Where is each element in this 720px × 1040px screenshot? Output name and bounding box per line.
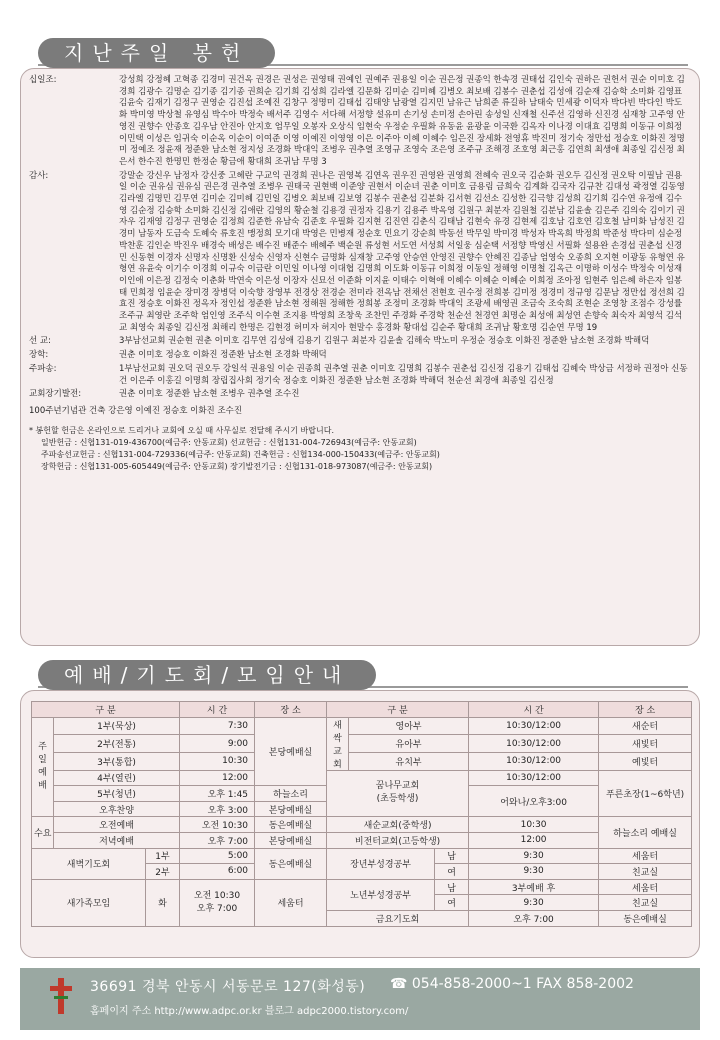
offering-names: 권춘 이미호 정준환 남소현 조병우 권추열 조수진	[119, 389, 300, 400]
offerings-panel	[20, 68, 700, 646]
friday-prayer-name: 금요기도회	[327, 910, 469, 926]
offering-row	[29, 389, 689, 401]
service-time: 오후 7:00	[180, 832, 255, 848]
family-meeting-day: 화	[146, 879, 180, 926]
place-east-hall: 동은예배실	[255, 817, 327, 833]
service-time: 7:30	[180, 717, 255, 735]
seniors-sex: 여	[435, 895, 469, 911]
youth-place: 하늘소리 예배실	[599, 817, 692, 848]
offering-label: 교회장기발전:	[29, 389, 82, 400]
offering-row	[29, 336, 689, 348]
friday-prayer-time: 오후 7:00	[469, 910, 599, 926]
offerings-list	[29, 75, 689, 401]
service-time: 12:00	[180, 770, 255, 786]
service-name: 오후찬양	[54, 801, 180, 817]
service-time: 오후 1:45	[180, 786, 255, 802]
dept-place: 새빛터	[599, 735, 692, 753]
friday-prayer-place: 동은예배실	[599, 910, 692, 926]
offering-label: 감사:	[29, 170, 49, 181]
offering-names: 강성희 강정혜 고혁종 김경미 권건옥 권경은 권성은 권영태 권예인 권예주 권용일 이순 권은정 권종익 한속경 권태섭 김인숙 권하은 권헌서 권순 이미호 김경희 김광수 김명순 김기종 김기종 권희순 김기희 김성희 김라엘 김문화 김미순 김미혜 김병오 최보배 김봉수 권춘섭 김성애 김순재 김승학 소미화 김영표 김윤숙 김재기 김정구 권영순 김진섭 조예진 김창구 정명미 김태섭 김태양 남광열 김지민 남유근 남희준 류길하 남태숙 민세광 이덕자 박다빈 박다인 박도화 박미영 박상철 유영심 박수아 박정숙 배서주 김영수 서다해 서정향 설유미 손기성 손미정 손아린 송성일 신재철 신주선 김영하 신진경 심재창 고주영 안영진 권향수 안종호 김우남 안진아 안지호 엄무일 오봉자 오상식 임현숙 우정순 우필화 유동윤 윤광윤 이국환 김옥자 이나경 이대효 김명희 이동규 이희정 이민택 이성은 임귀숙 이순옥 이순이 이여준 이영 이예진 이영영 이은 이주아 이혜 이혜수 임은진 장세화 전영휴 박진미 정기숙 정만섭 정승호 이화진 정명미 정예조 정윤재 정준환 남소현 정지성 조경화 박대익 조병우 권추열 조영규 조영숙 조은영 조주규 조해경 조호영 최근홍 김연희 최생애 최종일 김신정 최은서 한수진 한명민 한정순 황금애 황대희 조귀남 무명 3	[119, 75, 685, 167]
family-time-pm: 오후 7:00	[196, 903, 238, 914]
dream-school	[327, 770, 469, 817]
dawn-part: 1부	[146, 848, 180, 864]
dream-school-sub: (초등학생)	[376, 794, 419, 805]
family-time-am: 오전 10:30	[193, 890, 241, 901]
bank-notes	[29, 425, 689, 473]
place-haneul: 하늘소리	[255, 786, 327, 802]
bank-line-3: 장학헌금 : 신협131-005-605449(예금주: 안동교회) 장기발전기금 : 신협131-018-973087(예금주: 안동교회)	[41, 461, 433, 471]
place-main-hall-3: 본당예배실	[255, 832, 327, 848]
service-name: 5부(청년)	[54, 786, 180, 802]
dawn-prayer-name: 새벽기도회	[32, 848, 146, 879]
young-adults-time: 9:30	[469, 864, 599, 880]
sunday-group-label: 주일예배	[32, 717, 54, 817]
young-adults-name: 장년부성경공부	[327, 848, 435, 879]
service-time: 오후 3:00	[180, 801, 255, 817]
bank-line-2: 주파송선교헌금 : 신협131-004-729336(예금주: 안동교회) 건축헌금 : 신협134-000-150433(예금주: 안동교회)	[41, 449, 440, 459]
bank-line-1: 일반헌금 : 신협131-019-436700(예금주: 안동교회) 선교헌금 : 신협131-004-726943(예금주: 안동교회)	[41, 437, 417, 447]
place-main-hall: 본당예배실	[255, 717, 327, 786]
col-header: 장 소	[599, 702, 692, 718]
family-meeting-time	[180, 879, 255, 926]
service-time: 오전 10:30	[180, 817, 255, 833]
church-cross-icon	[50, 978, 72, 1014]
schedule-table	[31, 701, 692, 927]
service-name: 4부(열린)	[54, 770, 180, 786]
dept-name: 영아부	[349, 717, 469, 735]
col-header: 시 간	[180, 702, 255, 718]
footer-phone: ☎ 054-858-2000~1 FAX 858-2002	[390, 976, 634, 992]
footer-web: 홈페이지 주소 http://www.adpc.or.kr 블로그 adpc2000.tistory.com/	[90, 1006, 409, 1017]
sunday-school-group: 새싹교회	[327, 717, 349, 770]
dream-school-time1: 10:30/12:00	[469, 770, 599, 786]
offering-row	[29, 364, 689, 387]
schedule-section-header	[38, 660, 688, 690]
young-adults-sex: 여	[435, 864, 469, 880]
offering-label: 선 교:	[29, 336, 51, 347]
service-name: 1부(묵상)	[54, 717, 180, 735]
offerings-section-header	[38, 38, 688, 68]
dept-place: 예빛터	[599, 752, 692, 770]
young-adults-place: 세움터	[599, 848, 692, 864]
middle-school-name: 새순교회(중학생)	[327, 817, 469, 833]
place-east-hall-2: 동은예배실	[255, 848, 327, 879]
service-name: 저녁예배	[54, 832, 180, 848]
seniors-sex: 남	[435, 879, 469, 895]
seniors-time: 9:30	[469, 895, 599, 911]
dream-school-place: 푸른초장(1~6학년)	[599, 770, 692, 817]
young-adults-place: 친교실	[599, 864, 692, 880]
service-name: 2부(전통)	[54, 735, 180, 753]
dawn-time: 5:00	[180, 848, 255, 864]
offering-label: 십일조:	[29, 75, 57, 85]
dept-name: 유치부	[349, 752, 469, 770]
seniors-name: 노년부성경공부	[327, 879, 435, 910]
service-name: 3부(통합)	[54, 752, 180, 770]
footer-address: 36691 경북 안동시 서동문로 127(화성동)	[90, 979, 366, 995]
schedule-panel	[20, 690, 700, 958]
wednesday-group-label: 수요	[32, 817, 54, 848]
middle-school-time: 10:30	[469, 817, 599, 833]
table-header-row	[32, 702, 692, 718]
young-adults-sex: 남	[435, 848, 469, 864]
dept-place: 새순터	[599, 717, 692, 735]
family-meeting-name: 새가족모임	[32, 879, 146, 926]
offering-names: 1부남선교회 권오덕 권오두 강일석 권용일 이순 권종희 권추열 권춘 이미호 김명희 김봉수 권춘섭 김신정 김용기 김태섭 김혜숙 박상금 서정하 권정아 신동건 이은주 이홍길 이명희 장립집사회 정기숙 정승호 이화진 정준환 남소현 조경화 박해덕 천순선 최경애 최종일 김신정	[119, 363, 688, 386]
high-school-time: 12:00	[469, 832, 599, 848]
centennial-line: 100주년기념관 건축 강은영 이예진 정승호 이화진 조수진	[29, 405, 243, 416]
dream-school-name: 꿈나무교회	[375, 781, 420, 792]
col-header: 구 분	[327, 702, 469, 718]
place-main-hall-2: 본당예배실	[255, 801, 327, 817]
footer	[20, 968, 700, 1030]
service-name: 오전예배	[54, 817, 180, 833]
service-time: 10:30	[180, 752, 255, 770]
young-adults-time: 9:30	[469, 848, 599, 864]
dept-time: 10:30/12:00	[469, 752, 599, 770]
col-header: 시 간	[469, 702, 599, 718]
offering-names: 권춘 이미호 정승호 이화진 정준환 남소현 조경화 박해덕	[119, 350, 327, 361]
bank-notes-intro: * 봉헌할 헌금은 온라인으로 드리거나 교회에 오실 때 사무실로 전달해 주시기 바랍니다.	[29, 425, 334, 435]
dept-name: 유아부	[349, 735, 469, 753]
col-header: 장 소	[255, 702, 327, 718]
dawn-time: 6:00	[180, 864, 255, 880]
seniors-place: 친교실	[599, 895, 692, 911]
offering-label: 주파송:	[29, 363, 57, 374]
offering-names: 3부남선교회 권순현 권춘 이미호 김무연 김성애 김용기 김원구 최분자 김윤솔 김해숙 박노미 우정순 정승호 이화진 정준환 남소현 조경화 박해덕	[119, 336, 650, 347]
dream-school-time2: 어와나/오후3:00	[469, 786, 599, 817]
offering-names: 강말순 강신우 남정자 강신중 고헤란 구교익 권경희 권나은 권영복 김연옥 권우진 권영완 권영희 전혜숙 권오국 김순화 권오두 김신정 권오탁 이필남 권용일 이순 권유심 권유심 권은경 권추열 조병우 권태국 권현백 이준양 권현서 이순녀 권춘 이미호 금용림 금희숙 김계화 김국자 김규찬 김대성 곽정열 김동영 김라엘 김명민 김무연 김미순 김미혜 김민일 김병오 최보배 김보영 김봉수 권춘섭 김분화 김서현 김선소 김성한 김극향 김성희 김기희 김수연 유정애 김수영 김순정 김승학 소미화 김신정 김애란 김영의 황순철 김용경 권정자 김용기 김용주 박옥영 김원구 최분자 김원철 김분남 김윤솔 김은주 김의숙 김이기 권자우 김재영 김정구 권영순 김정희 김준한 유남숙 김준호 우필화 김지현 김진연 김춘식 김태남 김현숙 유경 김현제 김호남 김호연 김호철 남미화 남성진 김경미 남동자 도금숙 도혜숙 류호진 맹정희 모기대 박영은 민병재 정순호 민요기 강순희 박동선 박무일 박미경 박성자 박옥희 박정희 박준성 박다미 심순정 박찬훈 김인순 박진우 배경숙 배성은 배수진 배준수 배혜주 백순원 류성현 서도연 서성희 서일웅 심순택 서정향 박영신 서필화 설용완 손경섭 권춘섭 신경민 신동현 이경자 신명자 신명환 신성숙 신영자 신현수 금명화 심재창 고주영 안승연 안영진 권향수 안혜진 김종남 엄영숙 오종희 오지현 이광동 유형연 유형연 유윤숙 이기수 이경희 이규숙 이금란 이민일 이나영 이대협 김명희 이도화 이동규 이희정 이동일 정해영 이명철 김옥근 이명하 이성수 박정숙 이성재 이인애 이은정 김정숙 이춘화 박연숙 이은성 이장자 신묘선 이준화 이지윤 이태수 이혁애 이혜수 이혜순 이혜순 이희정 조아정 임현주 임은혜 하은자 임봉태 민희정 임윤순 장미경 장병덕 이숙향 장영부 전경상 전경순 전미라 전옥남 전채선 전현호 권수정 전희봉 김미정 정경미 정규영 김문남 정만섭 정선희 김효진 정승호 이화진 정옥자 정인섭 정준환 남소현 정해원 정해한 정희봉 조정미 조경화 박대익 조광세 배영권 조금숙 조숙희 조현순 조영창 조점수 강성률 조주규 최영란 조주학 엄인영 조주식 이수현 조지용 박영희 조창욱 조찬민 주경화 주경학 천순선 천경연 최명순 최성애 최성연 손향숙 최숙자 최영석 김석교 최영숙 최종일 김신정 최해리 한명은 김현경 허미자 허지아 현말수 홍경화 황대섭 김순주 황대희 조귀남 황호명 김순연 무명 19	[119, 170, 685, 333]
high-school-name: 비전터교회(고등학생)	[327, 832, 469, 848]
offering-row	[29, 350, 689, 362]
offering-label: 장학:	[29, 350, 49, 361]
seniors-place: 세움터	[599, 879, 692, 895]
col-header: 구 분	[32, 702, 180, 718]
dept-time: 10:30/12:00	[469, 717, 599, 735]
seniors-time: 3부예배 후	[469, 879, 599, 895]
service-time: 9:00	[180, 735, 255, 753]
offerings-title: 지난주일 봉헌	[38, 38, 275, 68]
offering-row	[29, 75, 689, 169]
dawn-part: 2부	[146, 864, 180, 880]
offering-row	[29, 171, 689, 335]
place-seum: 세움터	[255, 879, 327, 926]
schedule-title: 예배/기도회/모임안내	[38, 660, 376, 690]
dept-time: 10:30/12:00	[469, 735, 599, 753]
